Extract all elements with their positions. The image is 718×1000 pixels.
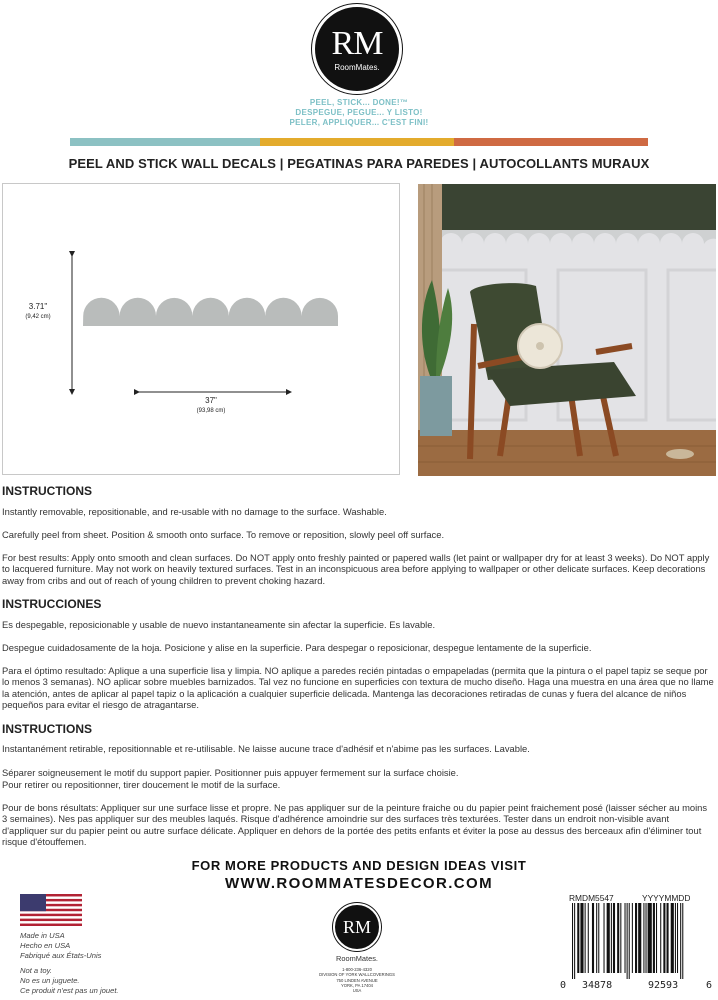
barcode-bar	[638, 903, 641, 973]
barcode-bar	[643, 903, 644, 973]
brand-name-footer: RoomMates.	[336, 954, 378, 963]
instructions-title-fr: INSTRUCTIONS	[2, 722, 92, 736]
roommates-logo-small	[333, 903, 381, 951]
width-cm: (93,98 cm)	[196, 408, 226, 414]
height-label	[13, 302, 63, 322]
upc-barcode	[568, 903, 712, 979]
cta-line-1: FOR MORE PRODUCTS AND DESIGN IDEAS VISIT	[191, 858, 527, 873]
company-address	[300, 967, 414, 993]
division-name: DIVISION OF YORK WALLCOVERINGS	[319, 972, 395, 978]
instructions-en-p3: For best results: Apply onto smooth and clean surfaces. Do NOT apply onto freshly painted or papered walls (let paint or wallpaper dry for at least 3 weeks). Do NOT apply to lacquered furniture. May not work on heavily textured surfaces. Test in an inconspicuous area before applying to wallpaper or other delicate surfaces. Keep decorations away from cribs and out of reach of young children to prevent choking hazard.	[2, 552, 710, 586]
plant-pot	[420, 376, 452, 436]
barcode-bar	[627, 903, 628, 979]
made-in-usa-en: Made in USA	[20, 931, 65, 940]
green-wall	[418, 184, 716, 230]
barcode-bar	[604, 903, 605, 973]
barcode-bar	[629, 903, 630, 979]
barcode-bar	[671, 903, 674, 973]
color-bar-teal	[70, 138, 260, 146]
barcode-bar	[574, 903, 575, 979]
roommates-logo	[312, 4, 402, 94]
barcode-bar	[632, 903, 633, 973]
barcode-bar	[592, 903, 594, 973]
instructions-es-p3: Para el óptimo resultado: Aplique a una superficie lisa y limpia. NO aplique a paredes recién pintadas o empapeladas (permita que la pintura o el papel tapiz se seque por lo menos 3 semanas). NO aplicar sobre muebles barnizados. Tal vez no funcione en superficies con textura de mucho diseño. Haga una muestra en una área que no llame la atención, antes de aplicar al papel tapiz o la aplicación a cualquier superficie delicada. Mantenga las decoraciones retiradas de cunas y fuera del alcance de niños pequeños para evitar el riesgo de atragantarse.	[2, 665, 714, 711]
barcode-bar	[646, 903, 647, 973]
barcode-bar	[682, 903, 683, 979]
dimension-diagram	[2, 183, 400, 475]
instructions-en-p1: Instantly removable, repositionable, and re-usable with no damage to the surface. Washable.	[2, 506, 387, 517]
city-state: YORK, PA 17404	[340, 982, 374, 988]
barcode-bar	[680, 903, 681, 979]
made-in-usa-es: Hecho en USA	[20, 941, 71, 950]
phone-number: 1-800-236-4320	[342, 967, 372, 972]
made-in-usa-fr: Fabriqué aux États-Unis	[20, 951, 102, 960]
barcode-bar	[607, 903, 610, 973]
barcode-digits-right: 92593	[648, 980, 679, 991]
barcode-bar	[635, 903, 637, 973]
barcode-bar	[617, 903, 619, 973]
barcode-bar	[613, 903, 615, 973]
not-a-toy-es: No es un juguete.	[20, 976, 80, 985]
instructions-fr-p2b: Pour retirer ou repositionner, tirer doucement le motif de la surface.	[2, 779, 281, 790]
barcode-bar	[572, 903, 573, 979]
date-code: YYYYMMDD	[642, 893, 691, 903]
barcode-digit-first: 0	[560, 980, 567, 991]
instructions-title-es: INSTRUCCIONES	[2, 597, 102, 611]
barcode-bar	[677, 903, 678, 973]
country: USA	[352, 988, 362, 994]
logo-small-letters: RM	[342, 917, 371, 937]
barcode-bar	[596, 903, 597, 973]
barcode-digits-left: 34878	[582, 980, 613, 991]
not-a-toy-fr: Ce produit n'est pas un jouet.	[20, 986, 119, 995]
tagline-spanish: DESPEGUE, PEGUE... Y LISTO!	[295, 108, 423, 117]
instructions-en-p2: Carefully peel from sheet. Position & smooth onto surface. To remove or reposition, slowly peel off surface.	[2, 529, 445, 540]
instructions-es-p2: Despegue cuidadosamente de la hoja. Posicione y alise en la superficie. Para despegar o reposicionar, despegue lentamente de la superficie.	[2, 642, 592, 653]
tagline-french: PELER, APPLIQUER... C'EST FINI!	[289, 118, 429, 127]
diagram-svg	[3, 184, 401, 476]
sku-number: RMDM5547	[569, 893, 614, 903]
tagline-english: PEEL, STICK... DONE!™	[309, 98, 409, 107]
usa-flag-icon	[20, 894, 82, 926]
barcode-bar	[648, 903, 652, 973]
room-photo-svg	[418, 184, 716, 476]
instructions-fr-p1: Instantanément retirable, repositionnable et re-utilisable. Ne laisse aucune trace d'adhésif et n'abime pas les surfaces. Lavable.	[2, 743, 530, 754]
street-address: 750 LINDEN AVENUE	[336, 977, 378, 983]
height-cm: (9,42 cm)	[25, 314, 51, 320]
color-bar-terracotta	[454, 138, 648, 146]
barcode-bar	[660, 903, 661, 973]
barcode-bar	[625, 903, 626, 973]
room-photo	[418, 184, 716, 476]
barcode-bar	[580, 903, 583, 973]
barcode-bar	[667, 903, 669, 973]
scallop-decal-shape	[83, 298, 338, 326]
barcode-bar	[675, 903, 676, 973]
instructions-fr-p2a: Séparer soigneusement le motif du support papier. Positionner puis appuyer fermement sur la surface choisie.	[2, 767, 459, 778]
color-bar-mustard	[260, 138, 454, 146]
barcode-bar	[585, 903, 586, 973]
barcode-bar	[598, 903, 599, 973]
not-a-toy-en: Not a toy.	[20, 966, 52, 975]
barcode-bar	[620, 903, 621, 973]
website-url[interactable]: WWW.ROOMMATESDECOR.COM	[225, 875, 493, 892]
barcode-bar	[611, 903, 612, 973]
height-inches: 3.71"	[28, 302, 48, 311]
barcode-bar	[663, 903, 665, 973]
barcode-digit-check: 6	[706, 980, 713, 991]
product-title: PEEL AND STICK WALL DECALS | PEGATINAS PARA PAREDES | AUTOCOLLANTS MURAUX	[68, 156, 650, 171]
logo-letters: RM	[331, 25, 383, 62]
instructions-title-en: INSTRUCTIONS	[2, 484, 92, 498]
instructions-es-p1: Es despegable, reposicionable y usable de nuevo instantaneamente sin afectar la superficie. Es lavable.	[2, 619, 436, 630]
barcode-bar	[653, 903, 655, 973]
width-inches: 37"	[205, 396, 217, 405]
barcode-bar	[588, 903, 589, 973]
instructions-fr-p3: Pour de bons résultats: Appliquer sur une surface lisse et propre. Ne pas appliquer sur de la peinture fraiche ou du papier peint fraichement posé (laisser sécher au moins 3 semaines). Nes pas appliquer sur des meubles laqués. Risque d'adhérence amoindrie sur des surfaces très texturées. Tester dans un endroit non-visible avant d'appliquer sur du papier peint ou autre surface délicate. Appliquer en dehors de la portée des petits enfants et éviter la pose au dessus des berceaux afin d'éliminer tout risque d'étouffemen.	[2, 802, 708, 848]
barcode-bar	[656, 903, 657, 973]
barcode-bar	[577, 903, 579, 973]
logo-brand-name: RoomMates.	[334, 63, 380, 72]
sandals	[666, 449, 694, 459]
width-label	[181, 396, 241, 416]
